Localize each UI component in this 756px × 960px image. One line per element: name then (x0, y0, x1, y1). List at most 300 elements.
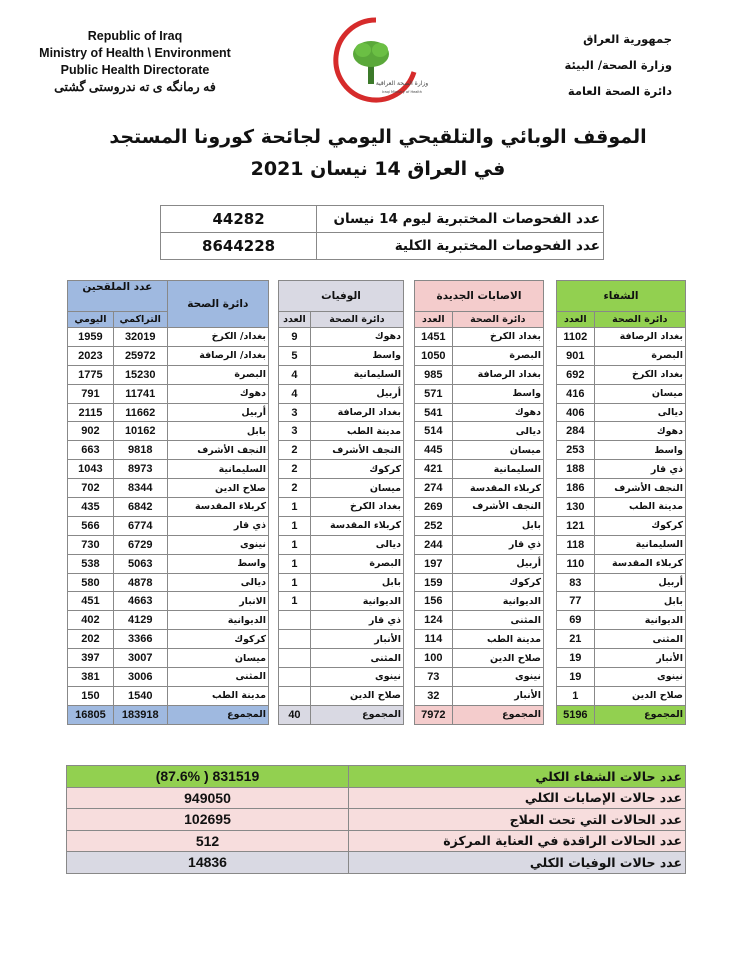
cases-total-label: المجموع (452, 705, 543, 724)
vaccinated-cumulative: 3366 (113, 630, 167, 649)
recovered-count: 121 (557, 516, 595, 535)
vaccinated-table (67, 280, 269, 725)
deaths-row (279, 554, 404, 573)
vaccinated-cumulative: 11662 (113, 403, 167, 422)
deaths-count: 1 (279, 535, 311, 554)
vaccinated-row (68, 686, 269, 705)
cases-count: 571 (415, 384, 453, 403)
deaths-row (279, 365, 404, 384)
daily-tests-label: عدد الفحوصات المختبرية ليوم 14 نيسان (317, 206, 604, 233)
vaccinated-row (68, 592, 269, 611)
summary-value: (87.6% ) 831519 (67, 766, 349, 788)
deaths-total-row (279, 705, 404, 724)
vaccinated-cumulative: 1540 (113, 686, 167, 705)
recovered-count: 19 (557, 668, 595, 687)
cases-row (415, 384, 544, 403)
recovered-row (557, 516, 686, 535)
cases-governorate: المثنى (452, 611, 543, 630)
recovered-governorate: واسط (594, 441, 685, 460)
deaths-count: 1 (279, 554, 311, 573)
recovered-governorate: نينوى (594, 668, 685, 687)
vaccinated-cumulative: 4878 (113, 573, 167, 592)
arabic-header (502, 26, 672, 104)
recovered-row (557, 498, 686, 517)
recovered-row (557, 403, 686, 422)
recovered-col-count: العدد (557, 312, 595, 328)
vaccinated-governorate: بغداد/ الرصافة (167, 346, 268, 365)
summary-value: 949050 (67, 787, 349, 809)
deaths-governorate: دهوك (310, 328, 403, 347)
vaccinated-cumulative: 15230 (113, 365, 167, 384)
cases-governorate: الديوانية (452, 592, 543, 611)
tests-row (161, 206, 604, 233)
cases-governorate: بغداد الرصافة (452, 365, 543, 384)
vaccinated-row (68, 365, 269, 384)
cases-row (415, 611, 544, 630)
page-title: الموقف الوبائي والتلقيحي اليومي لجائحة كورونا المستجد (109, 126, 647, 148)
cases-governorate: ذي قار (452, 535, 543, 554)
deaths-count: 2 (279, 479, 311, 498)
vaccinated-cumulative: 4663 (113, 592, 167, 611)
deaths-count: 3 (279, 422, 311, 441)
recovered-governorate: الأنبار (594, 649, 685, 668)
cases-governorate: النجف الأشرف (452, 498, 543, 517)
recovered-total-label: المجموع (594, 705, 685, 724)
header-en-line: Public Health Directorate (60, 63, 210, 77)
vaccinated-cumulative: 3007 (113, 649, 167, 668)
cases-col-gov: دائرة الصحة (452, 312, 543, 328)
vaccinated-cumulative: 9818 (113, 441, 167, 460)
cases-count: 274 (415, 479, 453, 498)
cases-row (415, 686, 544, 705)
deaths-row (279, 686, 404, 705)
cases-count: 445 (415, 441, 453, 460)
tests-table (160, 205, 604, 260)
cases-row (415, 441, 544, 460)
deaths-row (279, 441, 404, 460)
recovered-row (557, 346, 686, 365)
deaths-count: 5 (279, 346, 311, 365)
deaths-row (279, 630, 404, 649)
recovered-row (557, 479, 686, 498)
deaths-row (279, 328, 404, 347)
cases-row (415, 365, 544, 384)
recovered-count: 83 (557, 573, 595, 592)
vaccinated-cumulative: 8973 (113, 460, 167, 479)
deaths-row (279, 668, 404, 687)
cases-col-count: العدد (415, 312, 453, 328)
deaths-governorate: المثنى (310, 649, 403, 668)
cases-governorate: البصرة (452, 346, 543, 365)
cases-row (415, 630, 544, 649)
vaccinated-daily: 381 (68, 668, 114, 687)
vaccinated-governorate: صلاح الدين (167, 479, 268, 498)
deaths-count: 1 (279, 573, 311, 592)
recovered-col-gov: دائرة الصحة (594, 312, 685, 328)
summary-row (67, 852, 686, 874)
cases-count: 252 (415, 516, 453, 535)
cases-governorate: ديالى (452, 422, 543, 441)
deaths-governorate: ميسان (310, 479, 403, 498)
vaccinated-row (68, 328, 269, 347)
deaths-count (279, 630, 311, 649)
recovered-governorate: الديوانية (594, 611, 685, 630)
deaths-count: 2 (279, 460, 311, 479)
deaths-count: 4 (279, 365, 311, 384)
vaccinated-governorate: دهوك (167, 384, 268, 403)
recovered-row (557, 384, 686, 403)
recovered-table (556, 280, 686, 725)
summary-value: 102695 (67, 809, 349, 831)
cases-row (415, 592, 544, 611)
vaccinated-daily: 435 (68, 498, 114, 517)
recovered-count: 253 (557, 441, 595, 460)
recovered-count: 901 (557, 346, 595, 365)
vaccinated-cumulative: 25972 (113, 346, 167, 365)
vaccinated-daily: 397 (68, 649, 114, 668)
recovered-governorate: مدينة الطب (594, 498, 685, 517)
cases-count: 1451 (415, 328, 453, 347)
recovered-row (557, 441, 686, 460)
recovered-governorate: بغداد الرصافة (594, 328, 685, 347)
vaccinated-col-cumulative: التراكمي (113, 312, 167, 328)
recovered-total: 5196 (557, 705, 595, 724)
vaccinated-cumulative: 4129 (113, 611, 167, 630)
header-kurdish-line: فه رمانگه ى ته ندروستى گشتى (54, 80, 216, 94)
recovered-row (557, 649, 686, 668)
vaccinated-row (68, 611, 269, 630)
vaccinated-cumulative: 6842 (113, 498, 167, 517)
vaccinated-cumulative: 11741 (113, 384, 167, 403)
deaths-row (279, 479, 404, 498)
cases-governorate: صلاح الدين (452, 649, 543, 668)
summary-row (67, 766, 686, 788)
summary-value: 14836 (67, 852, 349, 874)
vaccinated-governorate: نينوى (167, 535, 268, 554)
summary-value: 512 (67, 830, 349, 852)
recovered-count: 406 (557, 403, 595, 422)
vaccinated-governorate: كربلاء المقدسة (167, 498, 268, 517)
recovered-count: 186 (557, 479, 595, 498)
cases-governorate: كركوك (452, 573, 543, 592)
cases-row (415, 479, 544, 498)
recovered-governorate: صلاح الدين (594, 686, 685, 705)
deaths-governorate: بغداد الرصافة (310, 403, 403, 422)
recovered-count: 416 (557, 384, 595, 403)
summary-table (66, 765, 686, 874)
header-ar-line: جمهورية العراق (583, 32, 672, 46)
recovered-governorate: المثنى (594, 630, 685, 649)
recovered-total-row (557, 705, 686, 724)
vaccinated-row (68, 460, 269, 479)
vaccinated-row (68, 573, 269, 592)
vaccinated-daily: 402 (68, 611, 114, 630)
deaths-governorate: نينوى (310, 668, 403, 687)
vaccinated-governorate: ميسان (167, 649, 268, 668)
vaccinated-row (68, 422, 269, 441)
recovered-row (557, 573, 686, 592)
cases-governorate: ميسان (452, 441, 543, 460)
deaths-governorate: كربلاء المقدسة (310, 516, 403, 535)
recovered-governorate: كركوك (594, 516, 685, 535)
deaths-row (279, 346, 404, 365)
recovered-governorate: السليمانية (594, 535, 685, 554)
deaths-row (279, 422, 404, 441)
cases-row (415, 573, 544, 592)
deaths-count (279, 686, 311, 705)
daily-tests-value: 44282 (161, 206, 317, 233)
deaths-row (279, 611, 404, 630)
cases-count: 73 (415, 668, 453, 687)
cases-row (415, 554, 544, 573)
recovered-row (557, 668, 686, 687)
cases-row (415, 668, 544, 687)
cases-governorate: بابل (452, 516, 543, 535)
cases-count: 197 (415, 554, 453, 573)
summary-label: عدد الحالات الراقدة في العناية المركزة (349, 830, 686, 852)
deaths-total: 40 (279, 705, 311, 724)
vaccinated-daily: 451 (68, 592, 114, 611)
deaths-row (279, 498, 404, 517)
cases-table (414, 280, 544, 725)
recovered-row (557, 535, 686, 554)
vaccinated-daily: 730 (68, 535, 114, 554)
cases-count: 1050 (415, 346, 453, 365)
vaccinated-row (68, 403, 269, 422)
deaths-row (279, 384, 404, 403)
vaccinated-governorate: الانبار (167, 592, 268, 611)
deaths-col-gov: دائرة الصحة (310, 312, 403, 328)
vaccinated-daily: 538 (68, 554, 114, 573)
english-header (28, 28, 242, 96)
vaccinated-cumulative: 3006 (113, 668, 167, 687)
cases-title: الاصابات الجديدة (415, 281, 544, 312)
vaccinated-daily: 2115 (68, 403, 114, 422)
vaccinated-total-row (68, 705, 269, 724)
deaths-governorate: السليمانية (310, 365, 403, 384)
deaths-governorate: النجف الأشرف (310, 441, 403, 460)
vaccinated-total-daily: 16805 (68, 705, 114, 724)
deaths-count: 2 (279, 441, 311, 460)
ministry-logo-icon (318, 12, 436, 106)
deaths-governorate: البصرة (310, 554, 403, 573)
cases-count: 100 (415, 649, 453, 668)
cases-row (415, 460, 544, 479)
cases-count: 114 (415, 630, 453, 649)
deaths-row (279, 573, 404, 592)
vaccinated-row (68, 516, 269, 535)
cases-row (415, 516, 544, 535)
vaccinated-cumulative: 5063 (113, 554, 167, 573)
cases-count: 159 (415, 573, 453, 592)
vaccinated-governorate: السليمانية (167, 460, 268, 479)
deaths-count: 1 (279, 516, 311, 535)
recovered-count: 188 (557, 460, 595, 479)
vaccinated-row (68, 346, 269, 365)
vaccinated-governorate: ذي قار (167, 516, 268, 535)
recovered-governorate: البصرة (594, 346, 685, 365)
vaccinated-row (68, 384, 269, 403)
vaccinated-daily: 663 (68, 441, 114, 460)
logo-subtext: Iraqi Ministry of Health (382, 90, 422, 94)
cases-count: 269 (415, 498, 453, 517)
deaths-governorate: ذي قار (310, 611, 403, 630)
deaths-count (279, 668, 311, 687)
summary-label: عدد حالات الشفاء الكلي (349, 766, 686, 788)
recovered-row (557, 460, 686, 479)
header-en-line: Ministry of Health \ Environment (39, 46, 231, 60)
deaths-governorate: كركوك (310, 460, 403, 479)
recovered-count: 1102 (557, 328, 595, 347)
deaths-governorate: أربيل (310, 384, 403, 403)
deaths-governorate: بغداد الكرخ (310, 498, 403, 517)
cases-total-row (415, 705, 544, 724)
vaccinated-governorate: أربيل (167, 403, 268, 422)
vaccinated-cumulative: 6729 (113, 535, 167, 554)
recovered-governorate: ميسان (594, 384, 685, 403)
deaths-count (279, 611, 311, 630)
vaccinated-cumulative: 6774 (113, 516, 167, 535)
recovered-count: 130 (557, 498, 595, 517)
deaths-row (279, 516, 404, 535)
deaths-governorate: الديوانية (310, 592, 403, 611)
vaccinated-daily: 1775 (68, 365, 114, 384)
vaccinated-daily: 566 (68, 516, 114, 535)
vaccinated-governorate: المثنى (167, 668, 268, 687)
deaths-count: 1 (279, 592, 311, 611)
recovered-row (557, 630, 686, 649)
deaths-governorate: بابل (310, 573, 403, 592)
header-en-line: Republic of Iraq (87, 29, 183, 43)
deaths-count (279, 649, 311, 668)
recovered-count: 19 (557, 649, 595, 668)
summary-row (67, 809, 686, 831)
vaccinated-governorate: واسط (167, 554, 268, 573)
deaths-governorate: مدينة الطب (310, 422, 403, 441)
recovered-count: 118 (557, 535, 595, 554)
cases-count: 541 (415, 403, 453, 422)
vaccinated-col-daily: اليومي (68, 312, 114, 328)
recovered-governorate: بابل (594, 592, 685, 611)
cases-row (415, 403, 544, 422)
recovered-governorate: بغداد الكرخ (594, 365, 685, 384)
cases-count: 124 (415, 611, 453, 630)
recovered-count: 284 (557, 422, 595, 441)
cases-governorate: نينوى (452, 668, 543, 687)
cases-governorate: مدينة الطب (452, 630, 543, 649)
vaccinated-governorate: بغداد/ الكرخ (167, 328, 268, 347)
recovered-governorate: ديالى (594, 403, 685, 422)
recovered-row (557, 554, 686, 573)
summary-row (67, 830, 686, 852)
vaccinated-row (68, 479, 269, 498)
deaths-total-label: المجموع (310, 705, 403, 724)
recovered-count: 69 (557, 611, 595, 630)
cases-governorate: السليمانية (452, 460, 543, 479)
deaths-row (279, 592, 404, 611)
recovered-governorate: النجف الأشرف (594, 479, 685, 498)
deaths-row (279, 649, 404, 668)
cases-count: 421 (415, 460, 453, 479)
recovered-count: 21 (557, 630, 595, 649)
tests-row (161, 233, 604, 260)
vaccinated-governorate: الديوانية (167, 611, 268, 630)
recovered-count: 77 (557, 592, 595, 611)
cases-governorate: بغداد الكرخ (452, 328, 543, 347)
recovered-row (557, 328, 686, 347)
vaccinated-total-label: المجموع (167, 705, 268, 724)
deaths-row (279, 535, 404, 554)
summary-label: عدد الحالات التي تحت العلاج (349, 809, 686, 831)
cases-row (415, 498, 544, 517)
vaccinated-governorate: النجف الأشرف (167, 441, 268, 460)
cases-row (415, 649, 544, 668)
deaths-row (279, 460, 404, 479)
recovered-row (557, 686, 686, 705)
deaths-count: 1 (279, 498, 311, 517)
vaccinated-row (68, 554, 269, 573)
total-tests-label: عدد الفحوصات المختبرية الكلية (317, 233, 604, 260)
deaths-count: 9 (279, 328, 311, 347)
recovered-governorate: أربيل (594, 573, 685, 592)
cases-governorate: أربيل (452, 554, 543, 573)
vaccinated-daily: 902 (68, 422, 114, 441)
logo-text: وزارة الصحة العراقية (375, 80, 429, 87)
deaths-col-count: العدد (279, 312, 311, 328)
vaccinated-cumulative: 32019 (113, 328, 167, 347)
cases-governorate: دهوك (452, 403, 543, 422)
total-tests-value: 8644228 (161, 233, 317, 260)
cases-governorate: واسط (452, 384, 543, 403)
vaccinated-cumulative: 10162 (113, 422, 167, 441)
recovered-row (557, 422, 686, 441)
cases-total: 7972 (415, 705, 453, 724)
deaths-governorate: صلاح الدين (310, 686, 403, 705)
summary-label: عدد حالات الإصابات الكلي (349, 787, 686, 809)
recovered-governorate: ذي قار (594, 460, 685, 479)
cases-governorate: الأنبار (452, 686, 543, 705)
vaccinated-governorate: كركوك (167, 630, 268, 649)
summary-row (67, 787, 686, 809)
ministry-logo (318, 12, 436, 106)
cases-count: 32 (415, 686, 453, 705)
cases-count: 514 (415, 422, 453, 441)
vaccinated-col-gov: دائرة الصحة (167, 281, 268, 328)
vaccinated-daily: 791 (68, 384, 114, 403)
vaccinated-cumulative: 8344 (113, 479, 167, 498)
header-ar-line: وزارة الصحة/ البيئة (564, 58, 672, 72)
vaccinated-row (68, 498, 269, 517)
vaccinated-daily: 1959 (68, 328, 114, 347)
cases-row (415, 422, 544, 441)
recovered-count: 110 (557, 554, 595, 573)
cases-row (415, 535, 544, 554)
deaths-row (279, 403, 404, 422)
cases-count: 985 (415, 365, 453, 384)
vaccinated-governorate: ديالى (167, 573, 268, 592)
deaths-table (278, 280, 404, 725)
recovered-count: 1 (557, 686, 595, 705)
cases-count: 156 (415, 592, 453, 611)
deaths-governorate: ديالى (310, 535, 403, 554)
header-ar-line: دائرة الصحة العامة (567, 84, 672, 98)
summary-label: عدد حالات الوفيات الكلي (349, 852, 686, 874)
vaccinated-row (68, 668, 269, 687)
recovered-row (557, 365, 686, 384)
recovered-governorate: كربلاء المقدسة (594, 554, 685, 573)
vaccinated-daily: 202 (68, 630, 114, 649)
recovered-title: الشفاء (557, 281, 686, 312)
